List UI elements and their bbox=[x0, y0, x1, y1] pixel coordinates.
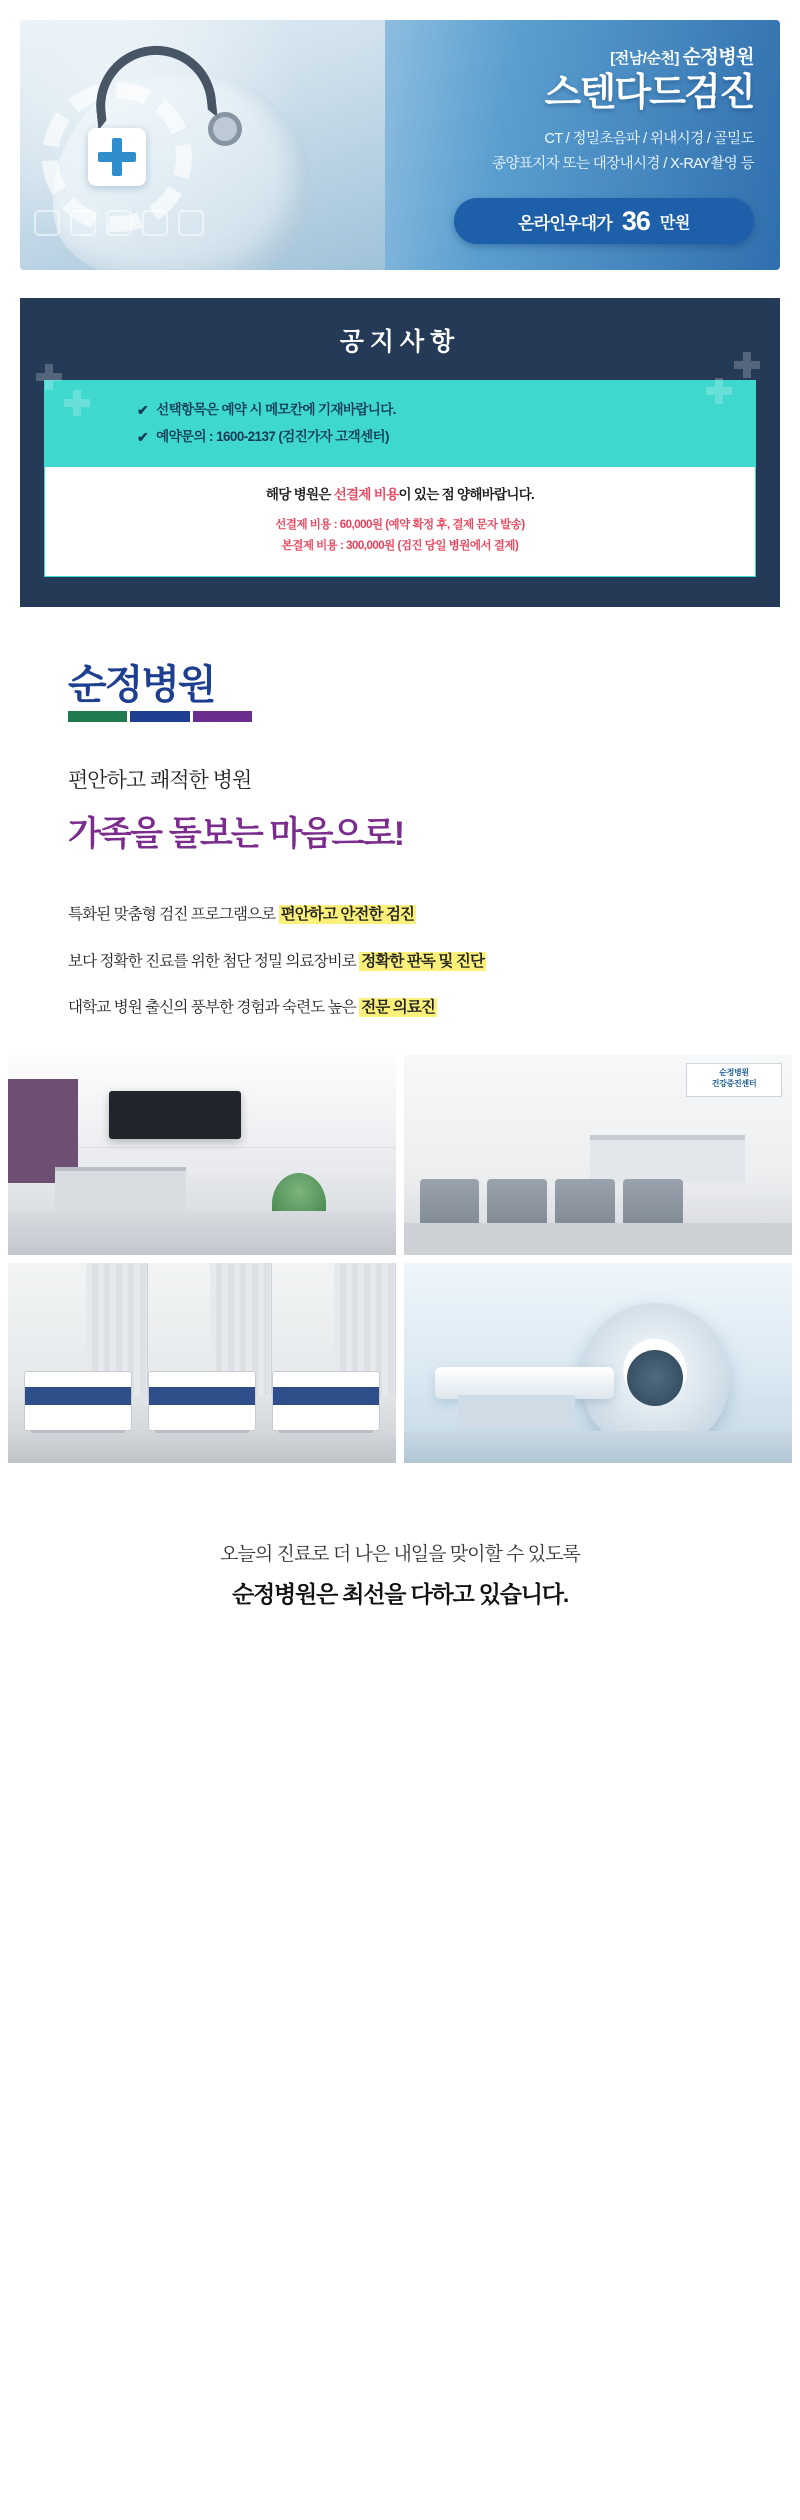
prepayment-headline-pre: 해당 병원은 bbox=[265, 487, 334, 503]
price-number: 36 bbox=[621, 205, 650, 236]
notice-section bbox=[20, 298, 780, 607]
hero-region-label: [전남/순천] bbox=[610, 50, 679, 67]
pill-icon bbox=[34, 210, 60, 236]
mri-floor bbox=[404, 1431, 792, 1463]
feature-text: 특화된 맞춤형 검진 프로그램으로 bbox=[68, 905, 279, 923]
closing-line-2: 순정병원은 최선을 다하고 있습니다. bbox=[231, 1581, 569, 1608]
stethoscope-head-icon bbox=[208, 112, 242, 146]
hero-photo bbox=[20, 20, 385, 270]
prepayment-headline-emphasis: 선결제 비용 bbox=[333, 487, 399, 503]
notice-item bbox=[67, 397, 733, 424]
logo-bar-purple bbox=[193, 711, 252, 722]
logo-bar-green bbox=[68, 711, 127, 722]
section-title: 가족을 돌보는 마음으로! bbox=[68, 814, 404, 853]
brand-logo bbox=[68, 662, 800, 722]
plus-icon bbox=[706, 378, 732, 404]
waiting-area-photo bbox=[404, 1055, 792, 1255]
hero-hospital-name: 순정병원 bbox=[682, 47, 754, 68]
closing-message bbox=[0, 1505, 800, 1653]
price-unit: 만원 bbox=[659, 214, 690, 232]
closing-line-1: 오늘의 진료로 더 나은 내일을 맞이할 수 있도록 bbox=[220, 1544, 580, 1566]
ward-photo bbox=[8, 1263, 396, 1463]
check-icon: ✔ bbox=[137, 402, 149, 418]
hero-subtitle bbox=[414, 127, 754, 178]
section-subtitle: 편안하고 쾌적한 병원 bbox=[68, 768, 252, 792]
feature-highlight: 전문 의료진 bbox=[361, 999, 436, 1017]
check-icon: ✔ bbox=[137, 428, 149, 445]
notice-title: 공지사항 bbox=[339, 328, 461, 356]
chart-icon bbox=[142, 210, 168, 236]
plus-icon bbox=[36, 364, 62, 390]
feature-highlight: 정확한 판독 및 진단 bbox=[361, 952, 485, 970]
feature-text: 대학교 병원 출신의 풍부한 경험과 숙련도 높은 bbox=[68, 999, 360, 1017]
heart-icon bbox=[70, 210, 96, 236]
prepayment-headline bbox=[65, 483, 735, 503]
prepayment-row: 본결제 비용 : 300,000원 (검진 당일 병원에서 결제) bbox=[281, 540, 519, 553]
feature-item bbox=[68, 996, 800, 1021]
logo-bar-navy bbox=[130, 711, 189, 722]
ward-floor bbox=[8, 1433, 396, 1463]
plus-icon bbox=[734, 352, 760, 378]
lobby-photo bbox=[8, 1055, 396, 1255]
hero-title: 스텐다드검진 bbox=[544, 72, 754, 114]
medical-icon-row bbox=[34, 210, 204, 236]
notice-highlight-box bbox=[44, 380, 756, 467]
feature-list bbox=[68, 903, 800, 1021]
plus-icon bbox=[64, 390, 90, 416]
feature-item bbox=[68, 903, 800, 928]
notice-item-text: 선택항목은 예약 시 메모칸에 기재바랍니다. bbox=[156, 402, 396, 417]
notice-item bbox=[67, 424, 733, 451]
price-label: 온라인우대가 bbox=[518, 213, 612, 233]
mri-bore bbox=[627, 1350, 683, 1406]
center-sign bbox=[686, 1063, 782, 1097]
clock-icon bbox=[106, 210, 132, 236]
hero-sub-line-2: 종양표지자 또는 대장내시경 / X-RAY촬영 등 bbox=[492, 156, 754, 173]
facility-photo-grid bbox=[8, 1055, 792, 1463]
feature-text: 보다 정확한 진료를 위한 첨단 정밀 의료장비로 bbox=[68, 952, 360, 970]
mri-table-base bbox=[458, 1395, 574, 1427]
prepayment-box bbox=[44, 467, 756, 577]
stethoscope-icon bbox=[90, 40, 217, 130]
notice-item-text: 예약문의 : 1600-2137 (검진가자 고객센터) bbox=[156, 428, 389, 444]
hero-region bbox=[414, 42, 754, 69]
hero-sub-line-1: CT / 정밀초음파 / 위내시경 / 골밀도 bbox=[544, 130, 754, 147]
waiting-floor bbox=[404, 1223, 792, 1255]
hospital-bed bbox=[272, 1371, 381, 1431]
center-sign-line-1: 순정병원 bbox=[719, 1068, 749, 1078]
price-badge bbox=[454, 198, 754, 244]
hero-banner bbox=[20, 20, 780, 270]
prepayment-row: 선결제 비용 : 60,000원 (예약 확정 후, 결제 문자 발송) bbox=[275, 519, 525, 532]
feature-highlight: 편안하고 안전한 검진 bbox=[280, 905, 415, 923]
center-sign-line-2: 건강증진센터 bbox=[711, 1078, 757, 1088]
logo-text: 순정병원 bbox=[68, 662, 215, 707]
hero-text-block bbox=[414, 42, 754, 178]
logo-color-bars bbox=[68, 711, 252, 722]
lobby-floor bbox=[8, 1211, 396, 1255]
mri-photo bbox=[404, 1263, 792, 1463]
prepayment-headline-post: 이 있는 점 양해바랍니다. bbox=[398, 487, 535, 503]
medical-cross-icon bbox=[88, 128, 146, 186]
hospital-bed bbox=[24, 1371, 133, 1431]
dna-icon bbox=[178, 210, 204, 236]
feature-item bbox=[68, 950, 800, 975]
hospital-bed bbox=[148, 1371, 257, 1431]
